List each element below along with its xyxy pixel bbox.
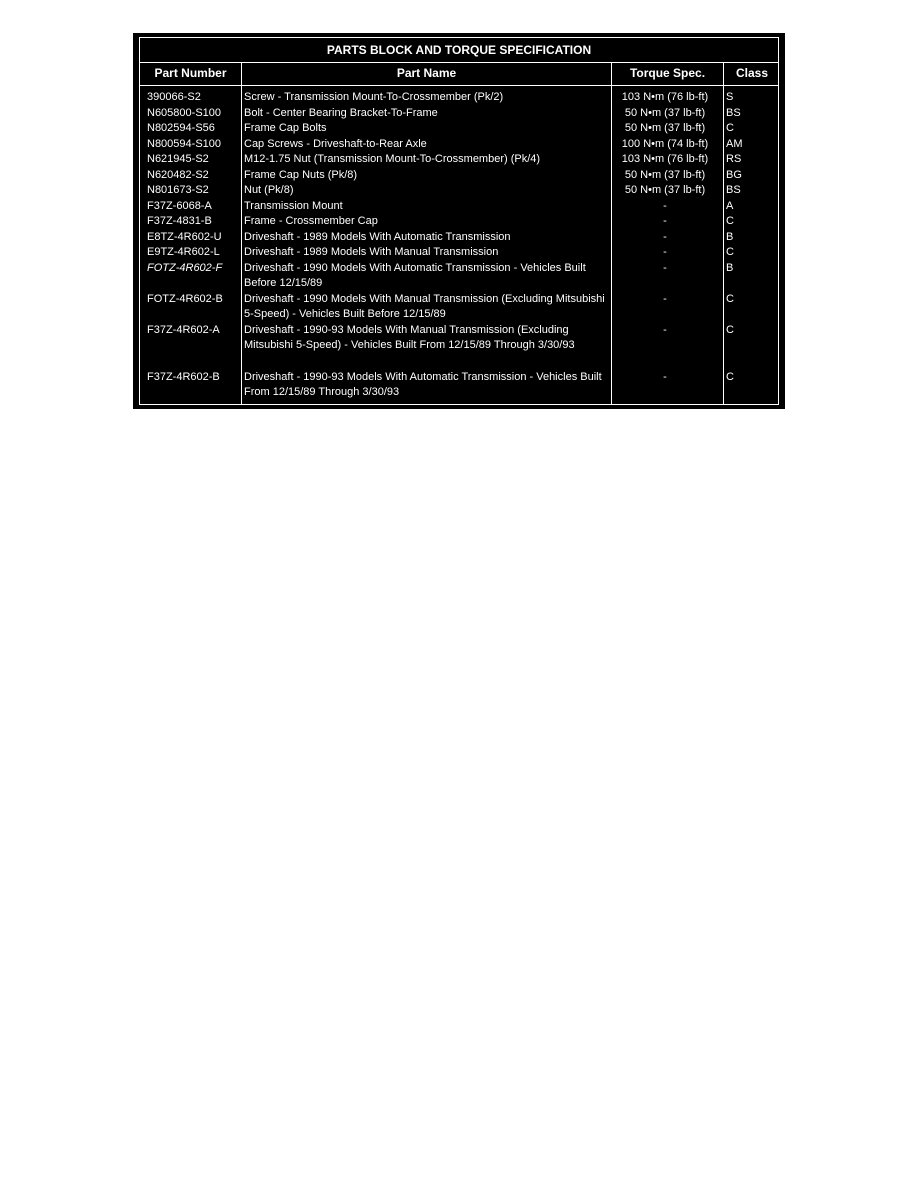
parts-spec-table [133, 33, 785, 409]
table-row [140, 370, 778, 401]
part-name-cell: Driveshaft - 1989 Models With Manual Transmission [244, 246, 499, 258]
torque-spec-cell: - [663, 215, 667, 227]
part-name-cell: Driveshaft - 1990-93 Models With Automatic Transmission - Vehicles Built From 12/15/89 Through 3/30/93 [244, 370, 602, 398]
part-number-cell: FOTZ-4R602-F [147, 261, 223, 274]
header-part-number: Part Number [154, 66, 227, 80]
class-cell: AM [726, 137, 743, 150]
part-name-cell: Frame Cap Bolts [244, 122, 327, 134]
class-cell: B [726, 230, 734, 243]
torque-spec-cell: - [663, 230, 667, 243]
torque-spec-cell: 103 N•m (76 lb-ft) [621, 153, 709, 165]
part-name-cell: Cap Screws - Driveshaft-to-Rear Axle [244, 137, 427, 150]
table-row [140, 183, 778, 199]
part-name-cell: Frame Cap Nuts (Pk/8) [244, 168, 358, 181]
table-title: PARTS BLOCK AND TORQUE SPECIFICATION [140, 38, 778, 63]
part-number-cell: N621945-S2 [147, 153, 209, 165]
class-cell: C [726, 292, 734, 305]
class-cell: C [726, 122, 734, 134]
class-cell: A [726, 199, 734, 212]
class-cell: BS [726, 106, 741, 119]
part-number-cell: E8TZ-4R602-U [147, 230, 222, 243]
class-cell: BG [726, 168, 742, 181]
table-frame [139, 37, 779, 405]
part-number-cell: F37Z-6068-A [147, 199, 212, 212]
torque-spec-cell: 50 N•m (37 lb-ft) [624, 106, 706, 119]
torque-spec-cell: - [663, 246, 667, 258]
table-row [140, 152, 778, 168]
part-name-cell: M12-1.75 Nut (Transmission Mount-To-Crossmember) (Pk/4) [244, 153, 541, 165]
table-row [140, 214, 778, 230]
part-number-cell: FOTZ-4R602-B [147, 292, 223, 305]
header-row [140, 62, 778, 86]
part-name-cell: Screw - Transmission Mount-To-Crossmember (Pk/2) [244, 91, 504, 103]
part-number-cell: N800594-S100 [147, 137, 222, 150]
table-body [140, 90, 778, 404]
table-row [140, 292, 778, 323]
torque-spec-cell: 103 N•m (76 lb-ft) [621, 91, 709, 103]
part-number-cell: N605800-S100 [147, 106, 222, 119]
part-name-cell: Transmission Mount [244, 199, 343, 212]
part-number-cell: F37Z-4R602-A [147, 323, 220, 336]
part-number-cell: N620482-S2 [147, 168, 209, 181]
class-cell: C [726, 215, 734, 227]
part-number-cell: N801673-S2 [147, 184, 209, 196]
torque-spec-cell: - [663, 199, 667, 212]
class-cell: S [726, 91, 734, 103]
part-number-cell: E9TZ-4R602-L [147, 246, 220, 258]
torque-spec-cell: 100 N•m (74 lb-ft) [621, 137, 709, 150]
table-row [140, 199, 778, 215]
class-cell: C [726, 370, 734, 383]
class-cell: BS [726, 184, 741, 196]
table-row [140, 121, 778, 137]
class-cell: RS [726, 153, 742, 165]
header-torque-spec: Torque Spec. [629, 66, 706, 80]
part-name-cell: Frame - Crossmember Cap [244, 215, 378, 227]
class-cell: C [726, 246, 734, 258]
class-cell: C [726, 323, 734, 336]
header-class: Class [735, 66, 769, 80]
part-name-cell: Driveshaft - 1990-93 Models With Manual Transmission (Excluding Mitsubishi 5-Speed) - Vehicles Built From 12/15/89 Through 3/30/93 [244, 323, 575, 351]
table-row [140, 90, 778, 106]
torque-spec-cell: - [663, 292, 667, 305]
part-name-cell: Nut (Pk/8) [244, 184, 294, 196]
torque-spec-cell: - [663, 261, 667, 274]
torque-spec-cell: 50 N•m (37 lb-ft) [624, 168, 706, 181]
torque-spec-cell: 50 N•m (37 lb-ft) [624, 184, 706, 196]
table-row [140, 106, 778, 122]
table-row [140, 245, 778, 261]
torque-spec-cell: - [663, 370, 667, 383]
header-part-name: Part Name [396, 66, 457, 80]
torque-spec-cell: 50 N•m (37 lb-ft) [624, 122, 706, 134]
part-name-cell: Driveshaft - 1990 Models With Manual Transmission (Excluding Mitsubishi 5-Speed) - Vehicles Built Before 12/15/89 [244, 292, 605, 320]
part-number-cell: 390066-S2 [147, 91, 201, 103]
part-number-cell: N802594-S56 [147, 122, 215, 134]
torque-spec-cell: - [663, 323, 667, 336]
table-row [140, 168, 778, 184]
part-number-cell: F37Z-4R602-B [147, 370, 220, 383]
part-name-cell: Driveshaft - 1989 Models With Automatic Transmission [244, 230, 511, 243]
table-row [140, 137, 778, 153]
part-name-cell: Bolt - Center Bearing Bracket-To-Frame [244, 106, 438, 119]
table-row [140, 323, 778, 370]
table-row [140, 230, 778, 246]
part-number-cell: F37Z-4831-B [147, 215, 212, 227]
part-name-cell: Driveshaft - 1990 Models With Automatic Transmission - Vehicles Built Before 12/15/89 [244, 261, 586, 289]
table-row [140, 261, 778, 292]
class-cell: B [726, 261, 734, 274]
